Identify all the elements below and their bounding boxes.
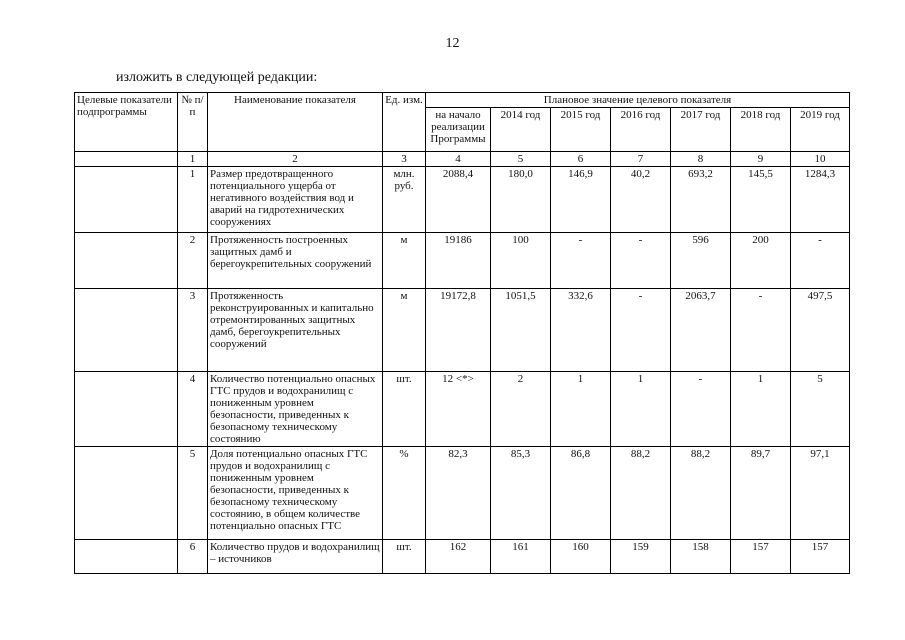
indicator-value: 19186	[426, 233, 491, 289]
indicator-value: 5	[791, 372, 850, 447]
indicator-value: 89,7	[731, 447, 791, 540]
indicator-unit: м	[383, 233, 426, 289]
indicator-value: 497,5	[791, 289, 850, 372]
indicator-unit: м	[383, 289, 426, 372]
header-start: на начало реализации Программы	[426, 108, 491, 152]
indicator-value: 85,3	[491, 447, 551, 540]
indicator-unit: шт.	[383, 372, 426, 447]
row-number: 3	[178, 289, 208, 372]
indicator-value: 97,1	[791, 447, 850, 540]
column-number: 4	[426, 152, 491, 167]
indicator-value: 40,2	[611, 167, 671, 233]
header-target-indicators: Целевые показатели подпрограммы	[75, 93, 178, 152]
indicator-value: 157	[791, 540, 850, 574]
column-number: 7	[611, 152, 671, 167]
column-number: 5	[491, 152, 551, 167]
header-planned-group: Плановое значение целевого показателя	[426, 93, 850, 108]
indicator-value: -	[551, 233, 611, 289]
row-number: 6	[178, 540, 208, 574]
header-unit: Ед. изм.	[383, 93, 426, 152]
indicator-value: 200	[731, 233, 791, 289]
indicator-value: 1	[551, 372, 611, 447]
indicator-value: 88,2	[671, 447, 731, 540]
indicator-name: Доля потенциально опасных ГТС прудов и водохранилищ с пониженным уровнем безопасности, приведенных к безопасному техническому состоянию, в общем количестве потенциально опасных ГТС	[208, 447, 383, 540]
table-row	[75, 233, 850, 289]
indicator-unit: шт.	[383, 540, 426, 574]
row-number: 4	[178, 372, 208, 447]
indicator-name: Размер предотвращенного потенциального ущерба от негативного воздействия вод и аварий на гидротехнических сооружениях	[208, 167, 383, 233]
target-indicators-cell	[75, 167, 178, 233]
indicator-value: 596	[671, 233, 731, 289]
indicator-value: 82,3	[426, 447, 491, 540]
header-2018: 2018 год	[731, 108, 791, 152]
header-2019: 2019 год	[791, 108, 850, 152]
header-2014: 2014 год	[491, 108, 551, 152]
row-number: 5	[178, 447, 208, 540]
indicator-value: 88,2	[611, 447, 671, 540]
indicator-value: 1	[611, 372, 671, 447]
indicator-value: 1	[731, 372, 791, 447]
indicator-value: 157	[731, 540, 791, 574]
table-row	[75, 447, 850, 540]
table-row	[75, 372, 850, 447]
indicator-value: 158	[671, 540, 731, 574]
indicator-value: 100	[491, 233, 551, 289]
indicator-value: 161	[491, 540, 551, 574]
indicator-value: 146,9	[551, 167, 611, 233]
page-number: 12	[445, 36, 460, 51]
indicator-value: 180,0	[491, 167, 551, 233]
indicator-value: 2063,7	[671, 289, 731, 372]
indicator-value: -	[731, 289, 791, 372]
column-number: 8	[671, 152, 731, 167]
column-number: 3	[383, 152, 426, 167]
target-indicators-cell	[75, 540, 178, 574]
column-number: 9	[731, 152, 791, 167]
target-indicators-cell	[75, 233, 178, 289]
indicator-value: -	[611, 233, 671, 289]
column-number: 10	[791, 152, 850, 167]
indicator-name: Протяженность построенных защитных дамб и берегоукрепительных сооружений	[208, 233, 383, 289]
column-number: 6	[551, 152, 611, 167]
indicator-value: 332,6	[551, 289, 611, 372]
table-row	[75, 540, 850, 574]
indicator-value: 86,8	[551, 447, 611, 540]
header-2016: 2016 год	[611, 108, 671, 152]
indicator-name: Количество прудов и водохранилищ – источников	[208, 540, 383, 574]
header-2015: 2015 год	[551, 108, 611, 152]
indicator-value: 1051,5	[491, 289, 551, 372]
indicator-value: 2	[491, 372, 551, 447]
indicator-value: -	[611, 289, 671, 372]
indicator-name: Количество потенциально опасных ГТС прудов и водохранилищ с пониженным уровнем безопасности, приведенных к безопасному техническому состоянию	[208, 372, 383, 447]
target-indicators-cell	[75, 289, 178, 372]
table-row	[75, 289, 850, 372]
indicator-value: -	[791, 233, 850, 289]
indicator-value: 159	[611, 540, 671, 574]
target-indicators-cell	[75, 372, 178, 447]
header-2017: 2017 год	[671, 108, 731, 152]
column-numbers-row	[75, 152, 850, 167]
indicator-value: -	[671, 372, 731, 447]
indicator-value: 145,5	[731, 167, 791, 233]
indicator-value: 1284,3	[791, 167, 850, 233]
indicator-value: 160	[551, 540, 611, 574]
indicator-name: Протяженность реконструированных и капитально отремонтированных защитных дамб, берегоукрепительных сооружений	[208, 289, 383, 372]
indicator-value: 19172,8	[426, 289, 491, 372]
indicator-value: 162	[426, 540, 491, 574]
indicator-value: 2088,4	[426, 167, 491, 233]
intro-text: изложить в следующей редакции:	[116, 70, 318, 85]
indicator-value: 12 <*>	[426, 372, 491, 447]
row-number: 2	[178, 233, 208, 289]
column-number: 1	[178, 152, 208, 167]
column-number: 2	[208, 152, 383, 167]
indicators-table	[74, 92, 850, 574]
indicator-unit: млн. руб.	[383, 167, 426, 233]
indicator-value: 693,2	[671, 167, 731, 233]
header-name: Наименование показателя	[208, 93, 383, 152]
table-row	[75, 167, 850, 233]
target-indicators-cell	[75, 152, 178, 167]
indicator-unit: %	[383, 447, 426, 540]
row-number: 1	[178, 167, 208, 233]
header-num: № п/п	[178, 93, 208, 152]
target-indicators-cell	[75, 447, 178, 540]
